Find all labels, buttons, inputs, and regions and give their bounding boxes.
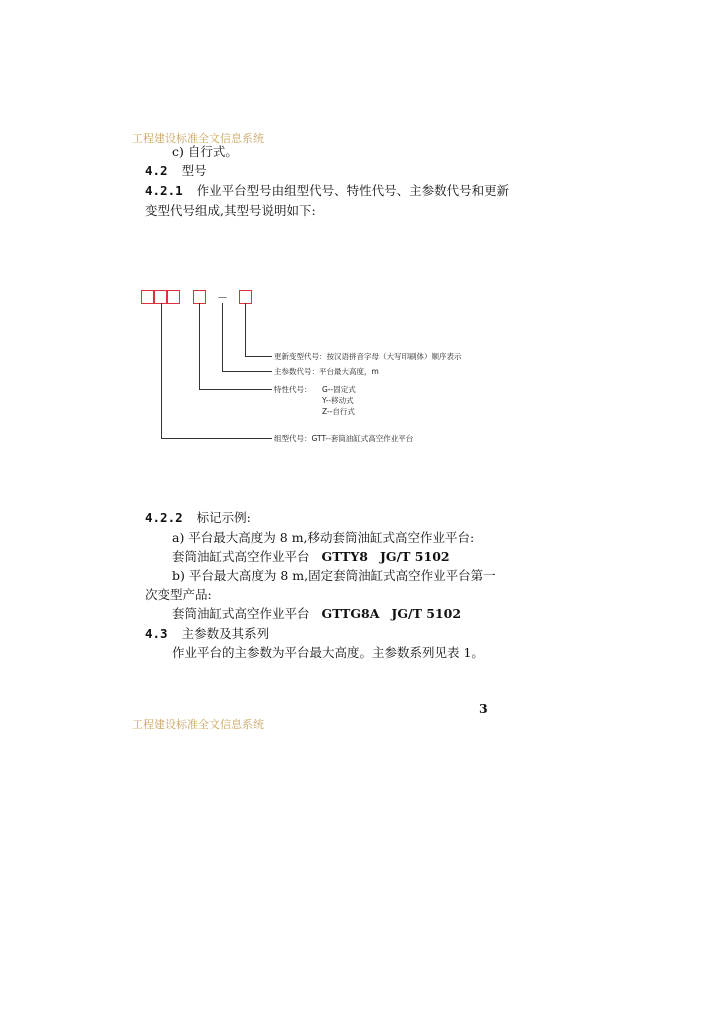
- example-b-line2: 次变型产品:: [145, 587, 212, 602]
- connector-main-param: [223, 303, 273, 372]
- paragraph-text: 作业平台型号由组型代号、特性代号、主参数代号和更新: [196, 183, 510, 198]
- label-feature-g: G--固定式: [322, 385, 356, 394]
- section-number: 4.2.2: [145, 510, 183, 525]
- watermark-bottom: 工程建设标准全文信息系统: [132, 718, 264, 731]
- label-feature-y: Y--移动式: [322, 396, 354, 405]
- update-box: [240, 291, 252, 304]
- label-main-param: 主参数代号：平台最大高度，m: [274, 367, 379, 376]
- connector-group: [162, 303, 273, 439]
- label-update-code: 更新变型代号：按汉语拼音字母（大写印刷体）顺序表示: [274, 352, 462, 361]
- label-group-code: 组型代号：GTT--套筒油缸式高空作业平台: [274, 434, 414, 443]
- section-title: 型号: [181, 163, 207, 178]
- connector-update: [246, 303, 273, 357]
- section-title: 标记示例:: [196, 510, 251, 525]
- section-number: 4.3: [145, 626, 168, 641]
- section-title: 主参数及其系列: [181, 626, 270, 641]
- mark-name: 套筒油缸式高空作业平台: [172, 549, 310, 564]
- section-number: 4.2: [145, 163, 168, 178]
- example-a-mark: [172, 549, 450, 565]
- code-box-1: [142, 291, 154, 304]
- section-4-2-1-line2: 变型代号组成,其型号说明如下:: [145, 203, 316, 218]
- separator-dash: —: [218, 293, 227, 303]
- list-item-c: c) 自行式。: [172, 144, 238, 159]
- label-feature: 特性代号：: [274, 385, 312, 394]
- mark-code: GTTY8: [321, 549, 368, 564]
- mark-standard: JG/T 5102: [391, 606, 462, 621]
- connector-feature: [200, 303, 273, 390]
- section-4-2-2-heading: [145, 510, 251, 526]
- feature-box: [194, 291, 206, 304]
- section-4-3-body: 作业平台的主参数为平台最大高度。主参数系列见表 1。: [172, 645, 484, 660]
- section-4-3-heading: [145, 626, 269, 642]
- code-box-2: [155, 291, 167, 304]
- example-b-line1: b) 平台最大高度为 8 m,固定套筒油缸式高空作业平台第一: [172, 568, 496, 583]
- section-number: 4.2.1: [145, 183, 183, 198]
- label-feature-z: Z--自行式: [322, 407, 355, 416]
- mark-name: 套筒油缸式高空作业平台: [172, 606, 310, 621]
- code-box-3: [168, 291, 180, 304]
- mark-standard: JG/T 5102: [379, 549, 450, 564]
- example-b-mark: [172, 606, 461, 622]
- example-a-line: a) 平台最大高度为 8 m,移动套筒油缸式高空作业平台:: [172, 530, 475, 545]
- watermark-top: 工程建设标准全文信息系统: [132, 132, 264, 145]
- page-number: 3: [479, 701, 488, 716]
- mark-code: GTTG8A: [321, 606, 380, 621]
